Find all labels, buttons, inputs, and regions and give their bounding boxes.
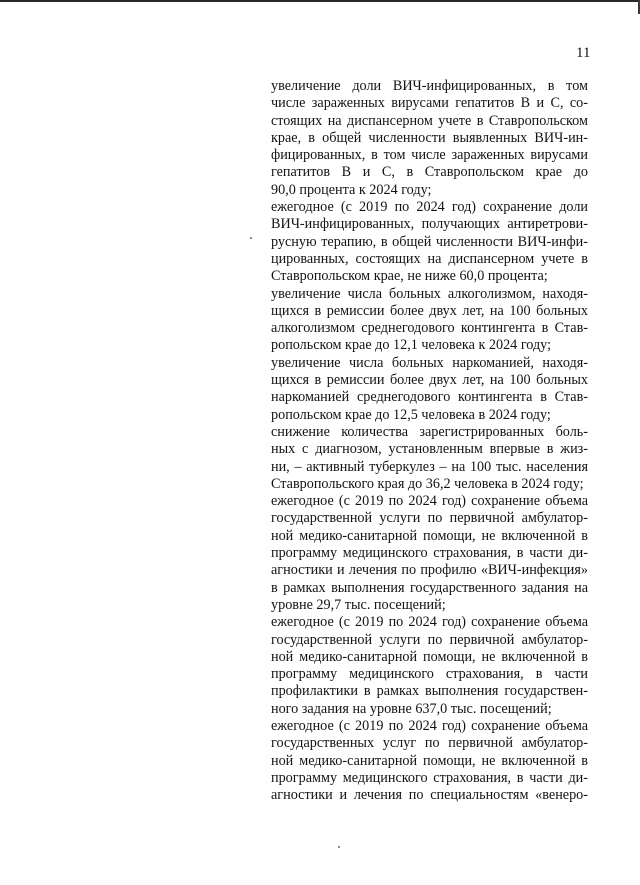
text-line: государственных услуг по первичной амбулатор- (271, 735, 588, 752)
text-line: ной медико-санитарной помощи, не включенной в (271, 648, 588, 665)
text-line: ропольском крае до 12,1 человека к 2024 году; (271, 337, 552, 354)
text-line: ропольском крае до 12,5 человека в 2024 году; (271, 406, 551, 423)
text-line: наркоманией среднегодового контингента в Став- (271, 389, 588, 406)
text-line: щихся в ремиссии более двух лет, на 100 больных (271, 372, 588, 389)
text-line: уровне 29,7 тыс. посещений; (271, 596, 446, 613)
text-line: ных с диагнозом, установленным впервые в жиз- (271, 441, 588, 458)
text-line: числе зараженных вирусами гепатитов В и С, со- (271, 95, 588, 112)
text-line: программу медицинского страхования, в части (271, 666, 588, 683)
text-line: увеличение числа больных алкоголизмом, находя- (271, 285, 588, 302)
text-line: ной медико-санитарной помощи, не включенной в (271, 527, 588, 544)
text-line: русную терапию, в общей численности ВИЧ-инфи- (271, 233, 588, 250)
text-line: ежегодное (с 2019 по 2024 год) сохранение объема (271, 493, 588, 510)
page-number: 11 (576, 45, 591, 61)
text-line: ной медико-санитарной помощи, не включенной в (271, 752, 588, 769)
text-line: программу медицинского страхования, в части ди- (271, 545, 588, 562)
text-line: крае, в общей численности выявленных ВИЧ-ин- (271, 129, 588, 146)
text-line: государственной услуги по первичной амбулатор- (271, 631, 588, 648)
scan-edge-top (0, 0, 640, 2)
scan-speck (338, 846, 340, 848)
text-line: ВИЧ-инфицированных, получающих антиретрови- (271, 216, 588, 233)
text-line: профилактики в рамках выполнения государствен- (271, 683, 588, 700)
text-line: увеличение доли ВИЧ-инфицированных, в том (271, 78, 588, 94)
text-line: ежегодное (с 2019 по 2024 год) сохранение доли (271, 199, 588, 216)
text-line: 90,0 процента к 2024 году; (271, 181, 432, 198)
text-line: Ставропольского края до 36,2 человека в 2024 году; (271, 475, 584, 492)
text-line: агностики и лечения по профилю «ВИЧ-инфекция» (271, 562, 588, 579)
text-line: увеличение числа больных наркоманией, находя- (271, 354, 588, 371)
text-line: алкоголизмом среднегодового контингента в Став- (271, 320, 588, 337)
text-line: ного задания на уровне 637,0 тыс. посещений; (271, 700, 552, 717)
text-line: агностики и лечения по специальностям «венеро- (271, 787, 588, 804)
text-line: Ставропольском крае, не ниже 60,0 процента; (271, 268, 548, 285)
text-line: ежегодное (с 2019 по 2024 год) сохранение объема (271, 717, 588, 734)
text-line: фицированных, в том числе зараженных вирусами (271, 147, 588, 164)
text-line: снижение количества зарегистрированных боль- (271, 423, 588, 440)
text-line: щихся в ремиссии более двух лет, на 100 больных (271, 302, 588, 319)
text-line: государственной услуги по первичной амбулатор- (271, 510, 588, 527)
document-body (271, 78, 588, 804)
text-line: в рамках выполнения государственного задания на (271, 579, 588, 596)
text-line: гепатитов В и С, в Ставропольском крае до (271, 164, 588, 181)
text-line: программу медицинского страхования, в части ди- (271, 769, 588, 786)
text-line: цированных, состоящих на диспансерном учете в (271, 250, 588, 267)
text-line: стоящих на диспансерном учете в Ставропольском (271, 112, 588, 129)
text-line: ежегодное (с 2019 по 2024 год) сохранение объема (271, 614, 588, 631)
scan-speck (250, 237, 252, 239)
text-line: ни, – активный туберкулез – на 100 тыс. населения (271, 458, 588, 475)
